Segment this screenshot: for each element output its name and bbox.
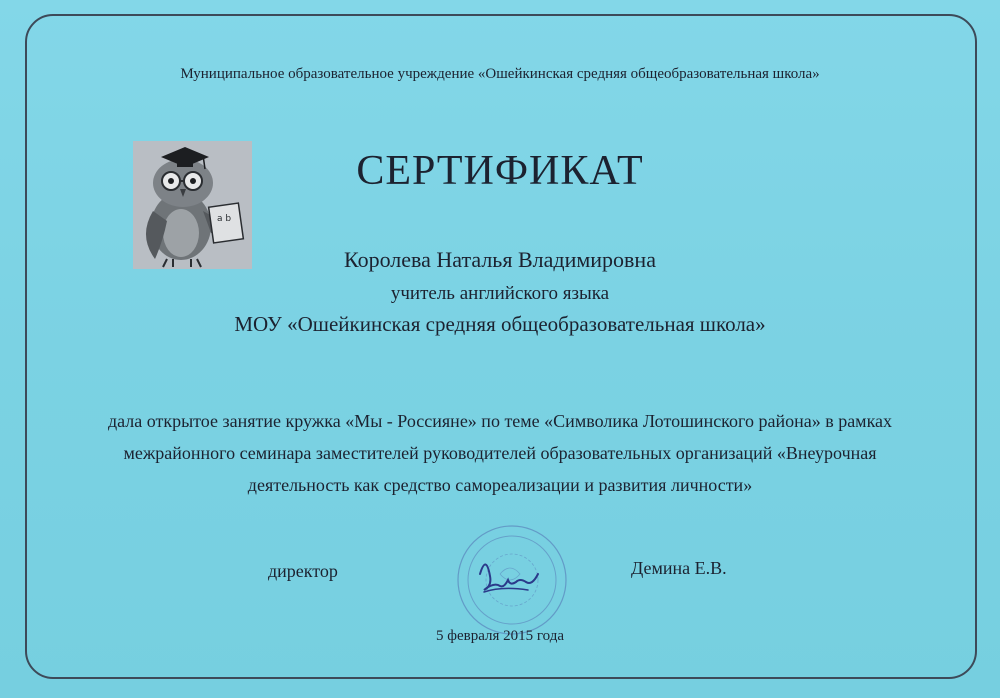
- certificate-body: [60, 405, 940, 501]
- director-name: Демина Е.В.: [631, 558, 727, 578]
- body-line: дала открытое занятие кружка «Мы - Россияне» по теме «Символика Лотошинского района» в рамках: [107, 411, 893, 431]
- recipient-name: Королева Наталья Владимировна: [344, 247, 656, 272]
- official-stamp: [432, 522, 582, 640]
- recipient-position: учитель английского языка: [390, 283, 610, 304]
- director-label: директор: [268, 561, 338, 581]
- institution-header: Муниципальное образовательное учреждение «Ошейкинская средняя общеобразовательная школа»: [180, 66, 820, 82]
- svg-text:a b: a b: [217, 214, 232, 224]
- recipient-school: МОУ «Ошейкинская средняя общеобразовательная школа»: [234, 312, 766, 336]
- body-line: деятельность как средство самореализации и развития личности»: [247, 475, 753, 495]
- certificate-title: СЕРТИФИКАТ: [356, 148, 644, 194]
- issue-date: 5 февраля 2015 года: [435, 628, 565, 644]
- body-line: межрайонного семинара заместителей руководителей образовательных организаций «Внеурочная: [123, 443, 877, 463]
